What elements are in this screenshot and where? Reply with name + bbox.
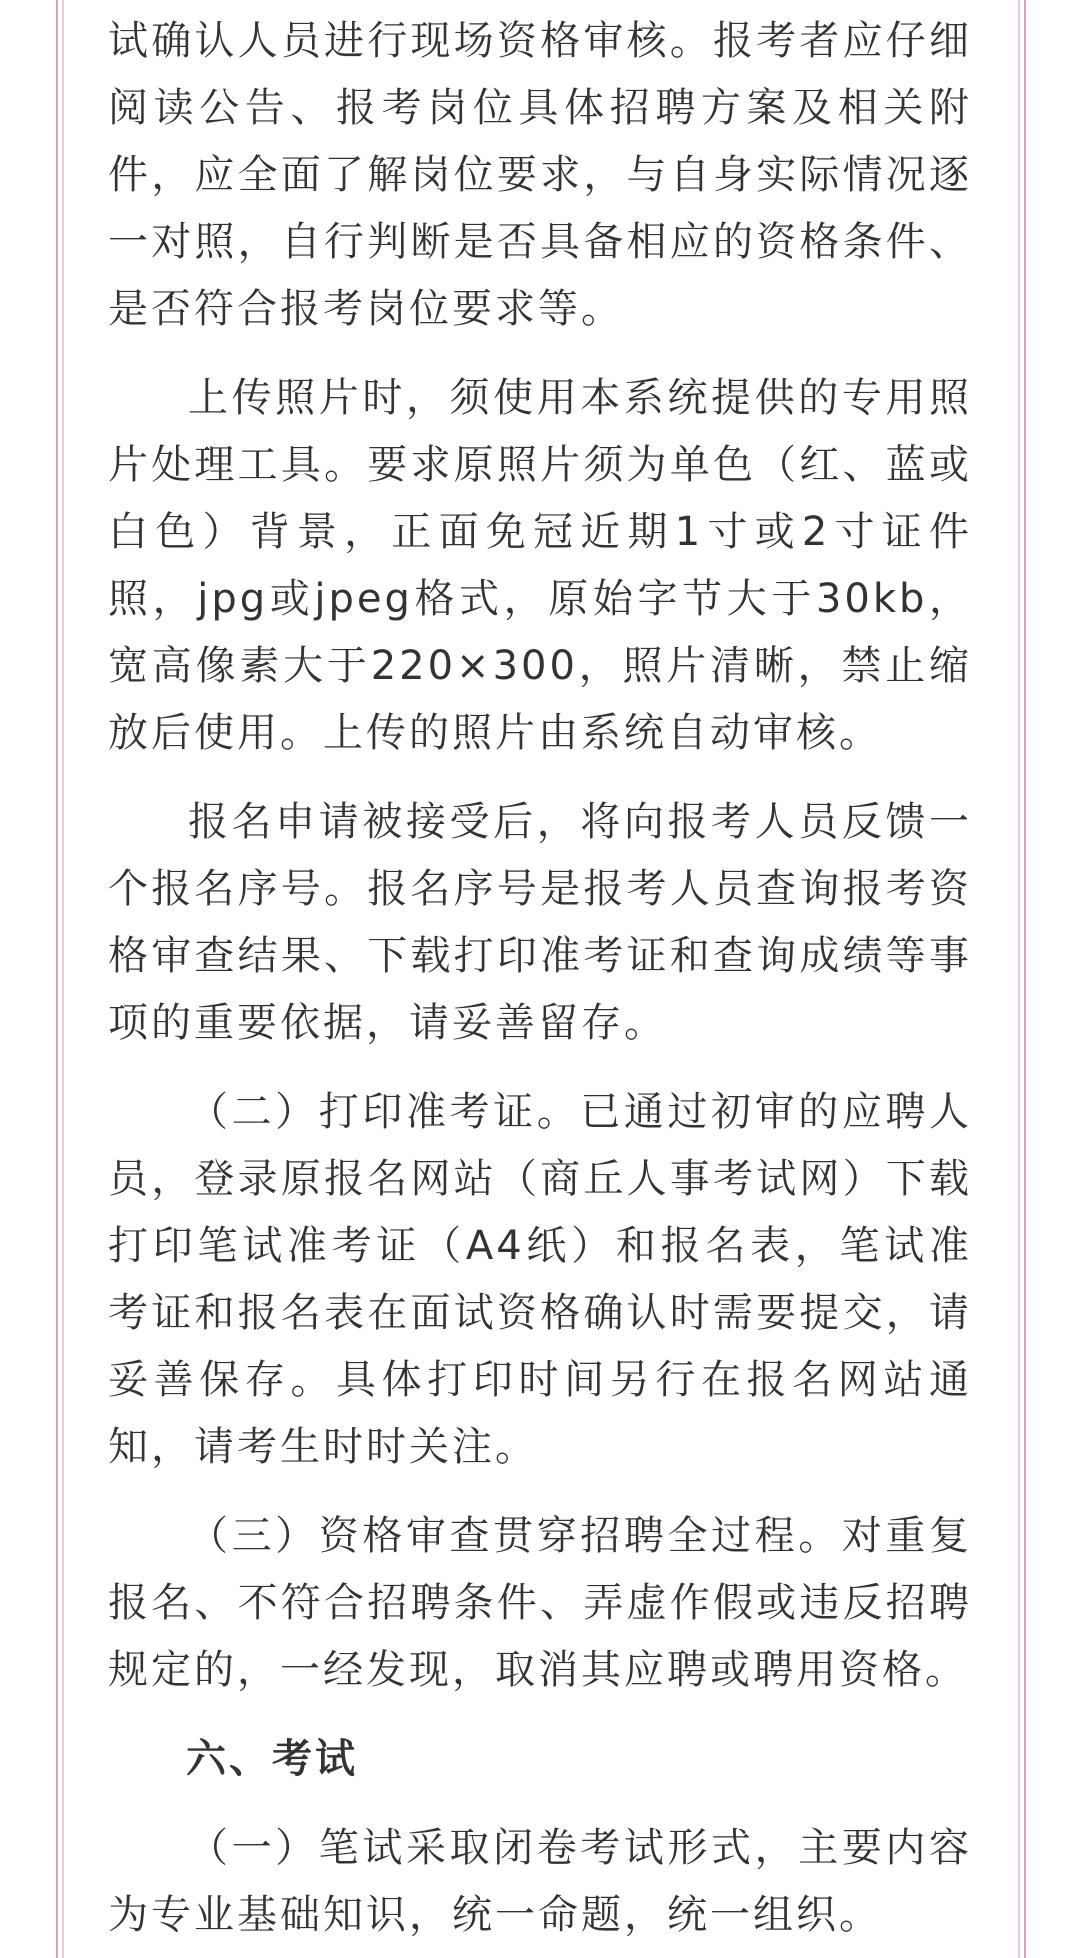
paragraph-photo-upload: 上传照片时，须使用本系统提供的专用照片处理工具。要求原照片须为单色（红、蓝或白色）背景，正面免冠近期1寸或2寸证件照，jpg或jpeg格式，原始字节大于30kb，宽高像素大于220×300，照片清晰，禁止缩放后使用。上传的照片由系统自动审核。 <box>108 375 972 756</box>
right-border-inner <box>1018 0 1020 1958</box>
left-border-outer <box>56 0 58 1958</box>
paragraph-qualification-review: 试确认人员进行现场资格审核。报考者应仔细阅读公告、报考岗位具体招聘方案及相关附件，应全面了解岗位要求，与自身实际情况逐一对照，自行判断是否具备相应的资格条件、是否符合报考岗位要求等。 <box>108 18 972 332</box>
paragraph-written-exam: （一）笔试采取闭卷考试形式，主要内容为专业基础知识，统一命题，统一组织。 <box>108 1825 972 1938</box>
paragraph-qualification-throughout: （三）资格审查贯穿招聘全过程。对重复报名、不符合招聘条件、弄虚作假或违反招聘规定的，一经发现，取消其应聘或聘用资格。 <box>108 1513 972 1693</box>
section-heading-exam: 六、考试 <box>186 1736 358 1782</box>
paragraph-print-admission-ticket: （二）打印准考证。已通过初审的应聘人员，登录原报名网站（商丘人事考试网）下载打印笔试准考证（A4纸）和报名表，笔试准考证和报名表在面试资格确认时需要提交，请妥善保存。具体打印时间另行在报名网站通知，请考生时时关注。 <box>108 1089 972 1470</box>
right-border-outer <box>1024 0 1026 1958</box>
article-body <box>108 8 972 1949</box>
paragraph-registration-number: 报名申请被接受后，将向报考人员反馈一个报名序号。报名序号是报考人员查询报考资格审查结果、下载打印准考证和查询成绩等事项的重要依据，请妥善留存。 <box>108 799 972 1046</box>
left-border-inner <box>62 0 64 1958</box>
